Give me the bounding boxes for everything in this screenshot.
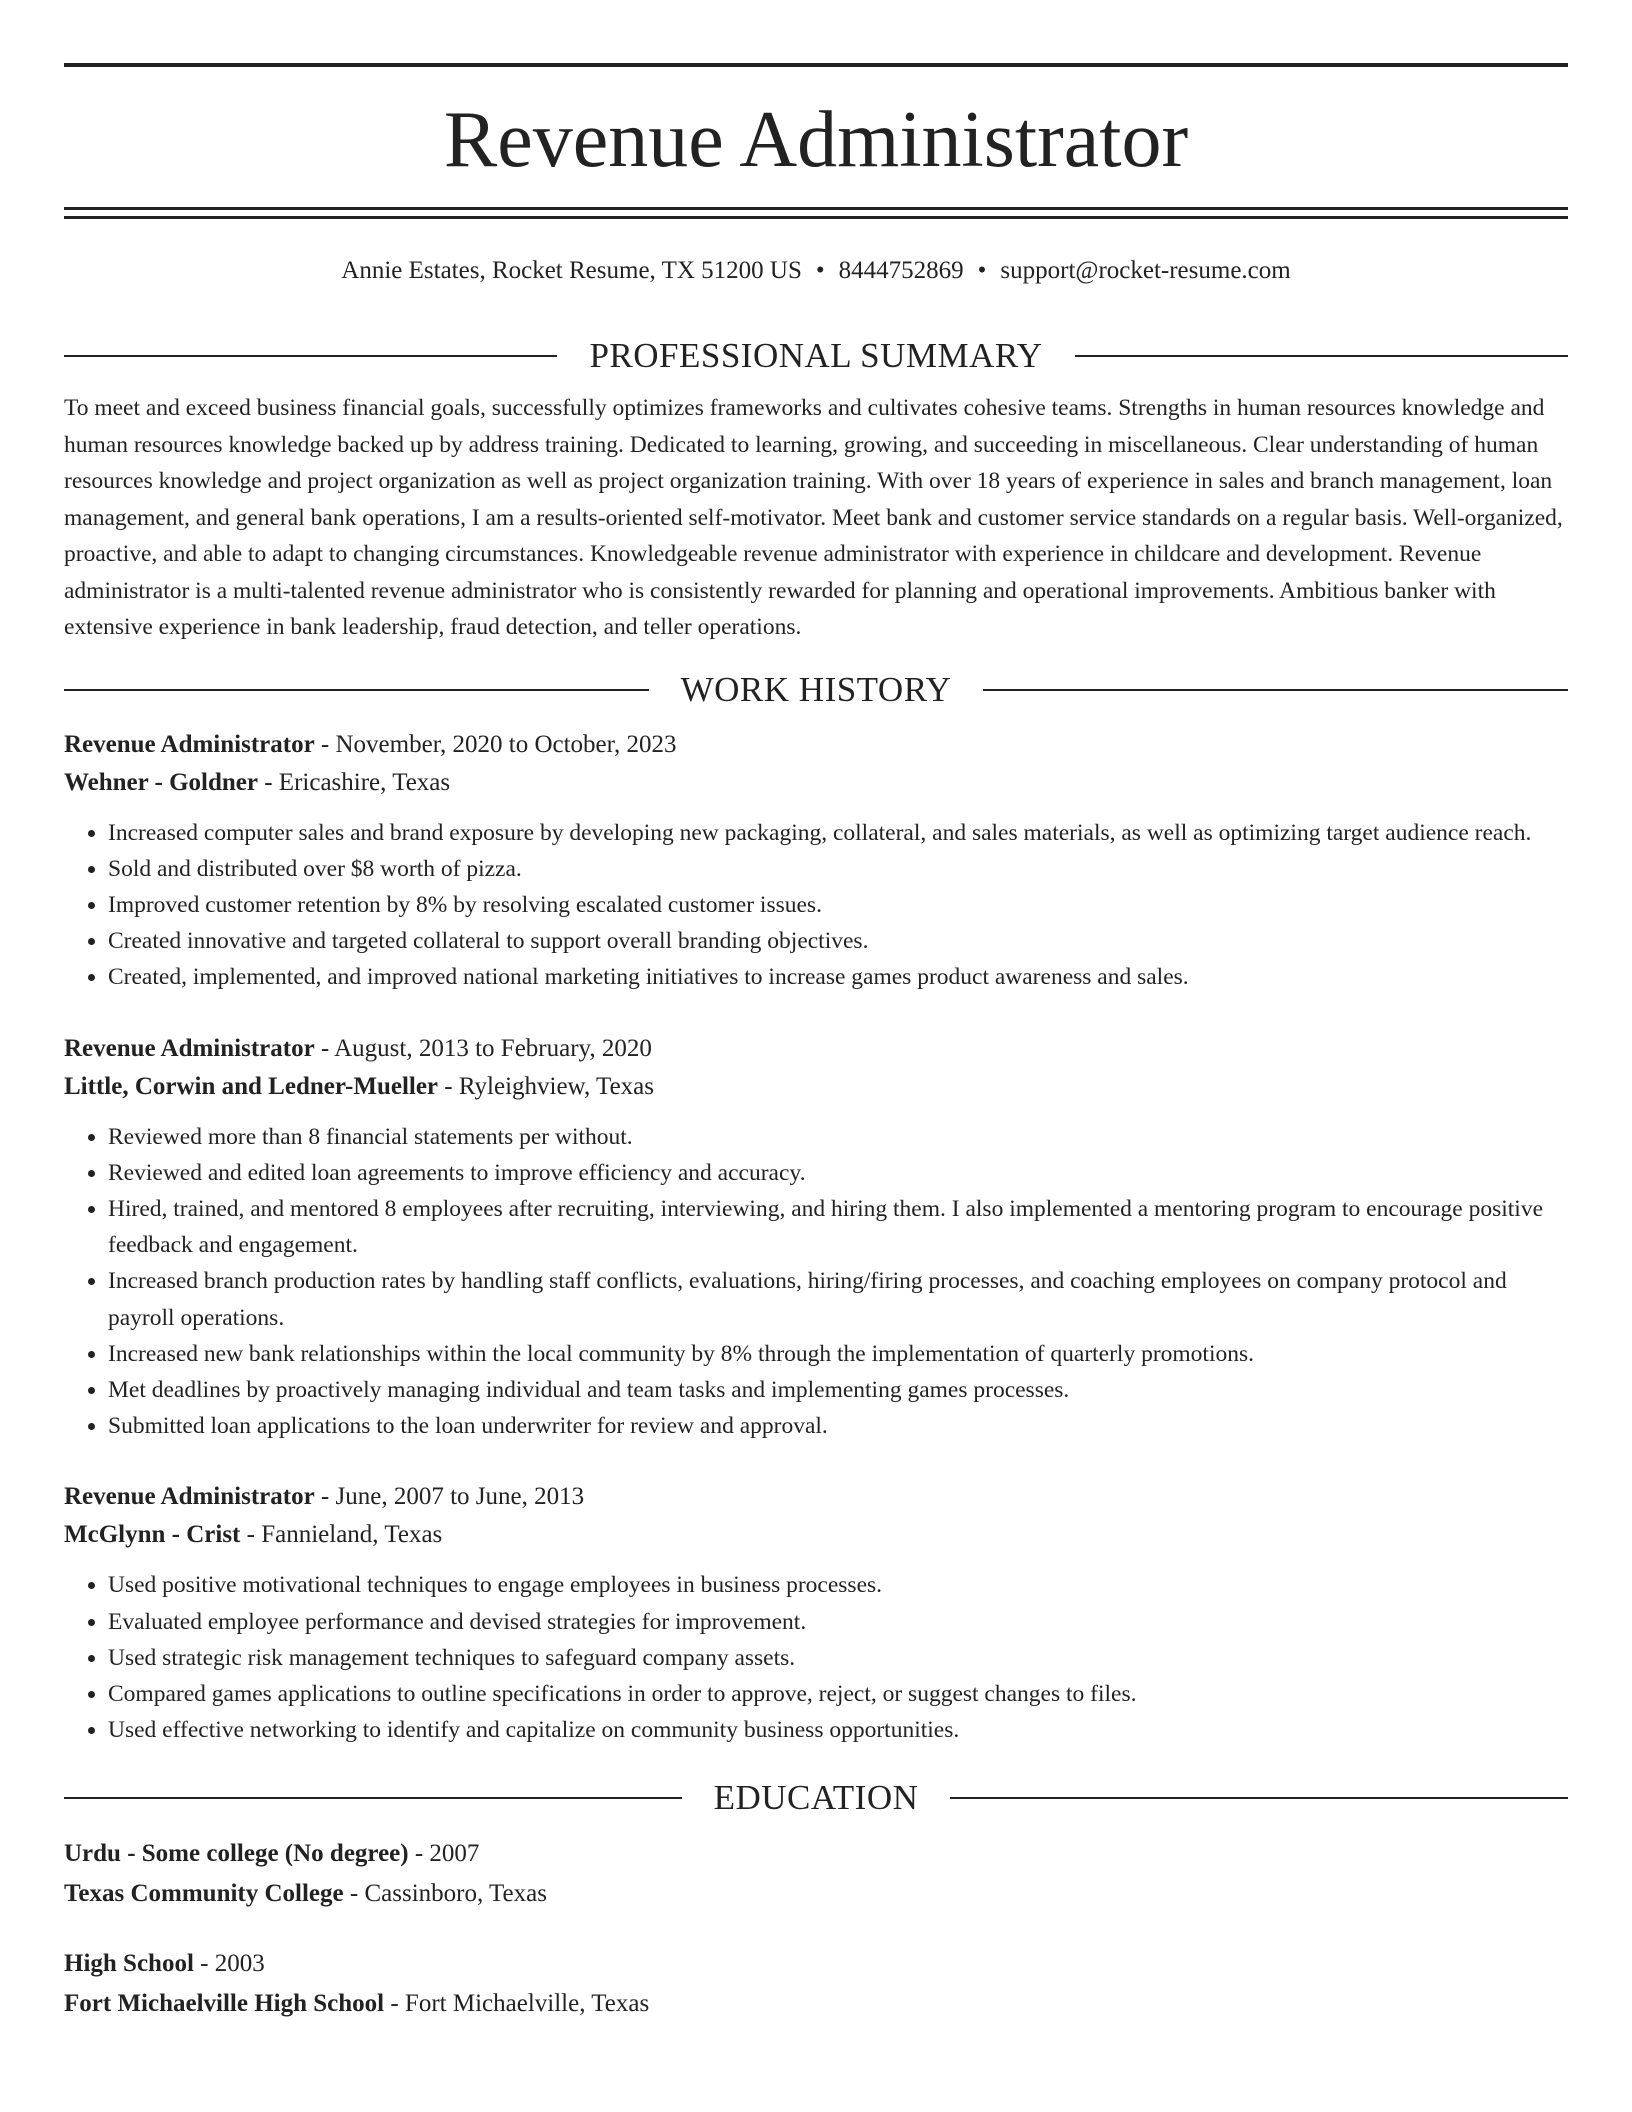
job-dates: - June, 2007 to June, 2013	[314, 1483, 585, 1511]
job-title: Revenue Administrator	[64, 1034, 315, 1062]
education-school: Fort Michaelville High School	[64, 1990, 385, 2018]
job-dates: - August, 2013 to February, 2020	[314, 1034, 652, 1062]
summary-heading: PROFESSIONAL SUMMARY	[589, 336, 1043, 375]
job-bullet: • Used positive motivational techniques to engage employees in business processes.	[108, 1567, 1568, 1603]
job-bullet: • Reviewed more than 8 financial statements per without.	[108, 1119, 1568, 1155]
education-location: - Cassinboro, Texas	[343, 1880, 547, 1908]
education-section-heading	[64, 1772, 1568, 1824]
job-company: Little, Corwin and Ledner-Mueller	[64, 1072, 439, 1100]
education-year: - 2007	[408, 1840, 480, 1868]
job-bullet: • Created innovative and targeted collateral to support overall branding objectives.	[108, 923, 1568, 959]
heading-rule-left	[64, 689, 649, 691]
job-company: Wehner - Goldner	[64, 768, 258, 796]
education-degree: Urdu - Some college (No degree)	[64, 1840, 409, 1868]
heading-rule-left	[64, 1797, 682, 1799]
job-bullet: • Met deadlines by proactively managing individual and team tasks and implementing games processes.	[108, 1372, 1568, 1408]
job-bullet: • Hired, trained, and mentored 8 employees after recruiting, interviewing, and hiring them. I also implemented a mentoring program to encourage positive feedback and engagement.	[108, 1191, 1568, 1263]
education-school: Texas Community College	[64, 1880, 344, 1908]
contact-separator: •	[977, 257, 987, 284]
work-section-heading	[64, 664, 1568, 716]
job-bullet-list	[64, 1567, 1568, 1748]
education-school-line	[64, 1874, 1568, 1914]
summary-text: To meet and exceed business financial goals, successfully optimizes frameworks and cultivates cohesive teams. Strengths in human resources knowledge and human resources knowledge backed up by address training. Dedicated to learning, growing, and succeeding in miscellaneous. Clear understanding of human resources knowledge and project organization as well as project organization training. With over 18 years of experience in sales and branch management, loan management, and general bank operations, I am a results-oriented self-motivator. Meet bank and customer service standards on a regular basis. Well-organized, proactive, and able to adapt to changing circumstances. Knowledgeable revenue administrator with experience in childcare and development. Revenue administrator is a multi-talented revenue administrator who is consistently rewarded for planning and operational improvements. Ambitious banker with extensive experience in bank leadership, fraud detection, and teller operations.	[64, 395, 1563, 640]
job-title: Revenue Administrator	[64, 730, 315, 758]
education-year: - 2003	[193, 1950, 265, 1978]
education-location: - Fort Michaelville, Texas	[384, 1990, 650, 2018]
education-school-line	[64, 1984, 1568, 2024]
job-entry	[64, 726, 1568, 996]
job-bullet: • Increased branch production rates by handling staff conflicts, evaluations, hiring/firing processes, and coaching employees on company protocol and payroll operations.	[108, 1263, 1568, 1335]
job-bullet: • Created, implemented, and improved national marketing initiatives to increase games product awareness and sales.	[108, 959, 1568, 995]
job-company-line	[64, 1516, 1568, 1554]
job-title: Revenue Administrator	[64, 1483, 315, 1511]
job-title-line	[64, 1030, 1568, 1068]
job-title-line	[64, 726, 1568, 764]
work-heading: WORK HISTORY	[680, 669, 952, 709]
job-bullet: • Increased computer sales and brand exposure by developing new packaging, collateral, and sales materials, as well as optimizing target audience reach.	[108, 815, 1568, 851]
header-double-rule	[64, 207, 1568, 219]
job-bullet: • Increased new bank relationships within the local community by 8% through the implementation of quarterly promotions.	[108, 1336, 1568, 1372]
job-bullet: • Evaluated employee performance and devised strategies for improvement.	[108, 1604, 1568, 1640]
job-bullet: • Submitted loan applications to the loan underwriter for review and approval.	[108, 1408, 1568, 1444]
job-company-line	[64, 1068, 1568, 1106]
education-degree-line	[64, 1834, 1568, 1874]
contact-line	[64, 254, 1568, 288]
contact-separator: •	[815, 257, 825, 284]
summary-section-heading	[64, 330, 1568, 382]
heading-rule-right	[950, 1797, 1568, 1799]
job-bullet: • Reviewed and edited loan agreements to improve efficiency and accuracy.	[108, 1155, 1568, 1191]
header-top-rule	[64, 63, 1568, 67]
job-bullet: • Used effective networking to identify and capitalize on community business opportunities.	[108, 1712, 1568, 1748]
education-entry	[64, 1834, 1568, 1914]
job-title-line	[64, 1478, 1568, 1516]
job-location: - Fannieland, Texas	[240, 1521, 443, 1549]
education-heading: EDUCATION	[713, 1778, 919, 1818]
education-degree: High School	[64, 1950, 194, 1978]
contact-address: Annie Estates, Rocket Resume, TX 51200 US	[341, 257, 802, 284]
resume-name: Revenue Administrator	[443, 96, 1189, 184]
job-bullet-list	[64, 1119, 1568, 1445]
job-company-line	[64, 764, 1568, 802]
job-location: - Ericashire, Texas	[257, 768, 451, 796]
heading-rule-right	[983, 689, 1568, 691]
resume-body	[64, 330, 1568, 2024]
heading-rule-right	[1075, 355, 1568, 357]
heading-rule-left	[64, 355, 557, 357]
job-bullet: • Compared games applications to outline specifications in order to approve, reject, or suggest changes to files.	[108, 1676, 1568, 1712]
job-entry	[64, 1030, 1568, 1445]
job-location: - Ryleighview, Texas	[438, 1072, 654, 1100]
job-bullet: • Sold and distributed over $8 worth of pizza.	[108, 851, 1568, 887]
job-bullet-list	[64, 815, 1568, 996]
job-bullet: • Used strategic risk management techniques to safeguard company assets.	[108, 1640, 1568, 1676]
education-degree-line	[64, 1944, 1568, 1984]
education-entry	[64, 1944, 1568, 2024]
contact-phone: 8444752869	[838, 257, 964, 284]
contact-email: support@rocket-resume.com	[1000, 257, 1291, 284]
job-company: McGlynn - Crist	[64, 1521, 241, 1549]
job-dates: - November, 2020 to October, 2023	[314, 730, 677, 758]
job-bullet: • Improved customer retention by 8% by resolving escalated customer issues.	[108, 887, 1568, 923]
job-entry	[64, 1478, 1568, 1748]
